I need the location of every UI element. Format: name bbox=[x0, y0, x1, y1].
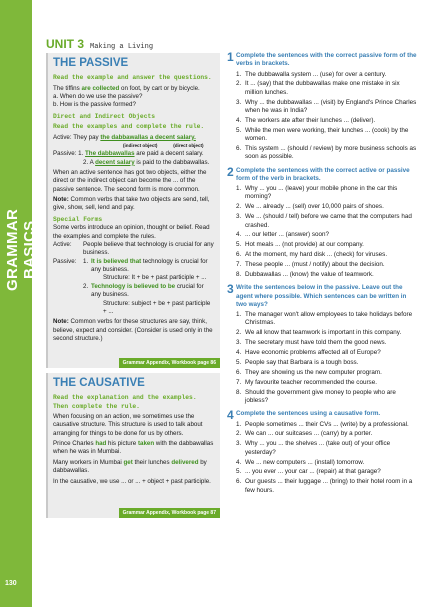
exercise-item bbox=[236, 478, 417, 495]
rule-text: In the causative, we use ... or ... + object + past participle. bbox=[53, 477, 211, 485]
special-passive-1: Passive: 1. It is believed that technology is crucial for any business. bbox=[53, 257, 208, 274]
item-number: 6. bbox=[236, 368, 242, 376]
rule-text: When an active sentence has got two objects, either the direct or the indirect object can become the ... of the passive sentence. The second form is more common. bbox=[53, 169, 207, 193]
item-text: The manager won't allow employees to take holidays before Christmas. bbox=[245, 311, 413, 327]
item-text: Have economic problems affected all of Europe? bbox=[245, 349, 381, 357]
exercise-instruction: Write the sentences below in the passive. Leave out the agent where possible. Which sentences can be written in two ways? bbox=[236, 284, 407, 308]
item-number: 3. bbox=[236, 213, 242, 221]
item-text: We ... (should / tell) before we came that the computers had crashed. bbox=[245, 213, 412, 229]
item-text: We can ... our suitcases ... (carry) by a porter. bbox=[245, 430, 373, 438]
exercise-item bbox=[236, 459, 417, 467]
exercise-item bbox=[236, 213, 417, 230]
exercise-item bbox=[236, 117, 417, 125]
sidebar-label: GRAMMAR BASICS bbox=[4, 208, 38, 292]
exercise-2 bbox=[227, 164, 417, 280]
item-text: These people ... (must / notify) about the decision. bbox=[245, 261, 385, 269]
exercise-item bbox=[236, 379, 417, 387]
unit-title: Making a Living bbox=[90, 43, 154, 51]
example-sentence: The tiffins are collected on foot, by cart or by bicycle. bbox=[53, 84, 200, 92]
exercise-number: 1 bbox=[227, 50, 234, 64]
instruction: Read the examples and complete the rule. bbox=[53, 123, 205, 131]
unit-header bbox=[46, 37, 153, 51]
exercise-items bbox=[236, 185, 417, 279]
item-number: 2. bbox=[236, 203, 242, 211]
instruction: Read the explanation and the examples. Then complete the rule. bbox=[53, 394, 197, 410]
exercise-instruction: Complete the sentences with the correct passive form of the verbs in brackets. bbox=[236, 52, 417, 68]
exercise-item bbox=[236, 440, 417, 457]
object-labels: (indirect object) (direct object) bbox=[123, 142, 204, 148]
exercise-item bbox=[236, 251, 417, 259]
exercise-item bbox=[236, 339, 417, 347]
item-text: ... you ever ... your car ... (repair) at that garage? bbox=[245, 468, 381, 476]
grammar-basics-sidebar bbox=[0, 0, 38, 607]
item-number: 8. bbox=[236, 388, 242, 396]
exercise-item bbox=[236, 185, 417, 202]
item-text: Our guests ... their luggage ... (bring) to their hotel room in a few hours. bbox=[245, 478, 413, 494]
causative-example-1: Prince Charles had his picture taken with the dabbawallas when he was in Mumbai. bbox=[53, 440, 214, 456]
item-text: They are showing us the new computer program. bbox=[245, 368, 382, 376]
exercise-item bbox=[236, 145, 417, 162]
instruction: Read the example and answer the questions. bbox=[53, 74, 212, 81]
page-number: 130 bbox=[5, 580, 17, 587]
exercise-item bbox=[236, 329, 417, 337]
item-text: We ... new computers ... (install) tomorrow. bbox=[245, 458, 365, 466]
item-number: 5. bbox=[236, 359, 242, 366]
panel-title: THE PASSIVE bbox=[53, 57, 129, 69]
exercise-item bbox=[236, 203, 417, 211]
exercise-item bbox=[236, 389, 417, 406]
item-text: While the men were working, their lunches ... (cook) by the women. bbox=[245, 126, 409, 143]
item-text: It ... (say) that the dubbawallas make one mistake in six million lunches. bbox=[245, 80, 400, 96]
exercise-item bbox=[236, 311, 417, 328]
subheading: Special Forms bbox=[53, 215, 103, 223]
note: Note: Common verbs for these structures are say, think, believe, expect and consider. (Consider is used only in the second structure.) bbox=[53, 318, 213, 342]
item-number: 6. bbox=[236, 144, 242, 152]
exercises-column bbox=[227, 52, 417, 500]
exercise-item bbox=[236, 430, 417, 438]
item-number: 6. bbox=[236, 478, 242, 486]
passive-example-1: Passive: 1. The dabbawallas are paid a decent salary. bbox=[53, 150, 204, 158]
item-text: At the moment, my hard disk ... (check) for viruses. bbox=[245, 251, 388, 259]
exercise-item bbox=[236, 127, 417, 144]
exercise-item bbox=[236, 241, 417, 249]
special-passive-2: 2. Technology is believed to be crucial for any business. bbox=[83, 282, 204, 299]
item-number: 5. bbox=[236, 126, 242, 134]
exercise-item bbox=[236, 271, 417, 279]
item-text: People sometimes ... their CVs ... (write) by a professional. bbox=[245, 420, 409, 428]
exercise-item bbox=[236, 369, 417, 377]
exercise-4 bbox=[227, 410, 417, 495]
special-intro: Some verbs introduce an opinion, thought or belief. Read the examples and complete the rules. bbox=[53, 224, 210, 240]
item-text: Dubbawallas ... (know) the value of teamwork. bbox=[245, 270, 374, 278]
item-number: 3. bbox=[236, 339, 242, 347]
exercise-item bbox=[236, 468, 417, 476]
exercise-1 bbox=[227, 52, 417, 162]
item-text: My favourite teacher recommended the course. bbox=[245, 378, 377, 386]
exercise-number: 2 bbox=[227, 164, 234, 179]
question-a: a. When do we use the passive? bbox=[53, 92, 143, 100]
item-text: We ... already ... (sell) over 10,000 pairs of shoes. bbox=[245, 203, 384, 211]
causative-example-2: Many workers in Mumbai get their lunches delivered by dabbawallas. bbox=[53, 458, 207, 475]
exercise-item bbox=[236, 71, 417, 79]
passive-panel bbox=[46, 53, 220, 368]
exercise-items bbox=[236, 311, 417, 405]
item-text: This system ... (should / review) by more business schools as soon as possible. bbox=[245, 144, 417, 161]
exercise-instruction: Complete the sentences using a causative form. bbox=[236, 410, 381, 418]
exercise-items bbox=[236, 421, 417, 495]
exercise-instruction: Complete the sentences with the correct active or passive form of the verb in brackets. bbox=[236, 166, 410, 182]
exercise-item bbox=[236, 80, 417, 97]
item-text: The dubbawalla system ... (use) for over a century. bbox=[245, 70, 387, 78]
exercise-item bbox=[236, 359, 417, 367]
exercise-item bbox=[236, 421, 417, 429]
special-active: Active: People believe that technology is crucial for any business. bbox=[53, 241, 214, 257]
item-number: 3. bbox=[236, 440, 242, 448]
item-text: Why ... you ... the shelves ... (take out) of your office yesterday? bbox=[245, 440, 391, 456]
workbook-reference: Grammar Appendix, Workbook page 87 bbox=[119, 508, 220, 518]
item-number: 5. bbox=[236, 241, 242, 249]
explanation: When focusing on an action, we sometimes use the causative structure. This structure is used to talk about arranging for things to be done for us by others. bbox=[53, 413, 203, 437]
item-number: 2. bbox=[236, 80, 242, 88]
unit-label: UNIT 3 bbox=[46, 37, 85, 51]
item-number: 1. bbox=[236, 420, 242, 428]
item-number: 4. bbox=[236, 349, 242, 357]
question-b: b. How is the passive formed? bbox=[53, 101, 136, 109]
item-text: People say that Barbara is a tough boss. bbox=[245, 359, 359, 366]
item-number: 7. bbox=[236, 378, 242, 386]
item-number: 6. bbox=[236, 251, 242, 259]
item-number: 2. bbox=[236, 430, 242, 438]
item-number: 1. bbox=[236, 311, 242, 319]
exercise-item bbox=[236, 261, 417, 269]
passive-example-2: 2. A decent salary is paid to the dabbawallas. bbox=[83, 158, 210, 166]
item-text: ... our letter ... (answer) soon? bbox=[245, 231, 329, 239]
exercise-item bbox=[236, 349, 417, 357]
exercise-number: 4 bbox=[227, 408, 234, 423]
workbook-reference: Grammar Appendix, Workbook page 86 bbox=[119, 358, 220, 368]
item-text: Hot meals ... (not provide) at our company. bbox=[245, 241, 364, 249]
item-text: Why ... the dubbawallas ... (visit) by England's Prince Charles when he was in India? bbox=[245, 98, 417, 114]
item-number: 3. bbox=[236, 98, 242, 106]
item-number: 4. bbox=[236, 458, 242, 466]
item-number: 4. bbox=[236, 116, 242, 124]
item-text: Should the government give money to people who are jobless? bbox=[245, 388, 396, 404]
exercise-item bbox=[236, 99, 417, 116]
item-text: The secretary must have told them the good news. bbox=[245, 339, 387, 347]
item-number: 8. bbox=[236, 270, 242, 278]
item-number: 1. bbox=[236, 185, 242, 193]
active-example: Active: They pay the dabbawallas a decent salary. bbox=[53, 133, 196, 141]
subheading: Direct and Indirect Objects bbox=[53, 112, 156, 120]
item-number: 2. bbox=[236, 329, 242, 337]
structure-1: Structure: It + be + past participle + ... bbox=[103, 274, 207, 282]
exercise-3 bbox=[227, 284, 417, 405]
item-text: We all know that teamwork is important in this company. bbox=[245, 329, 402, 337]
exercise-items bbox=[236, 71, 417, 162]
item-number: 7. bbox=[236, 261, 242, 269]
item-text: The workers ate after their lunches ... (deliver). bbox=[245, 116, 376, 124]
item-text: Why ... you ... (leave) your mobile phone in the car this morning? bbox=[245, 185, 398, 201]
panel-title: THE CAUSATIVE bbox=[53, 377, 145, 389]
note: Note: Common verbs that take two objects are send, tell, give, show, sell, lend and pay. bbox=[53, 196, 210, 212]
structure-2: Structure: subject + be + past participle + ... bbox=[103, 299, 211, 315]
exercise-item bbox=[236, 231, 417, 239]
exercise-number: 3 bbox=[227, 282, 234, 297]
item-number: 5. bbox=[236, 468, 242, 476]
item-number: 4. bbox=[236, 231, 242, 239]
causative-panel bbox=[46, 373, 220, 518]
item-number: 1. bbox=[236, 70, 242, 78]
